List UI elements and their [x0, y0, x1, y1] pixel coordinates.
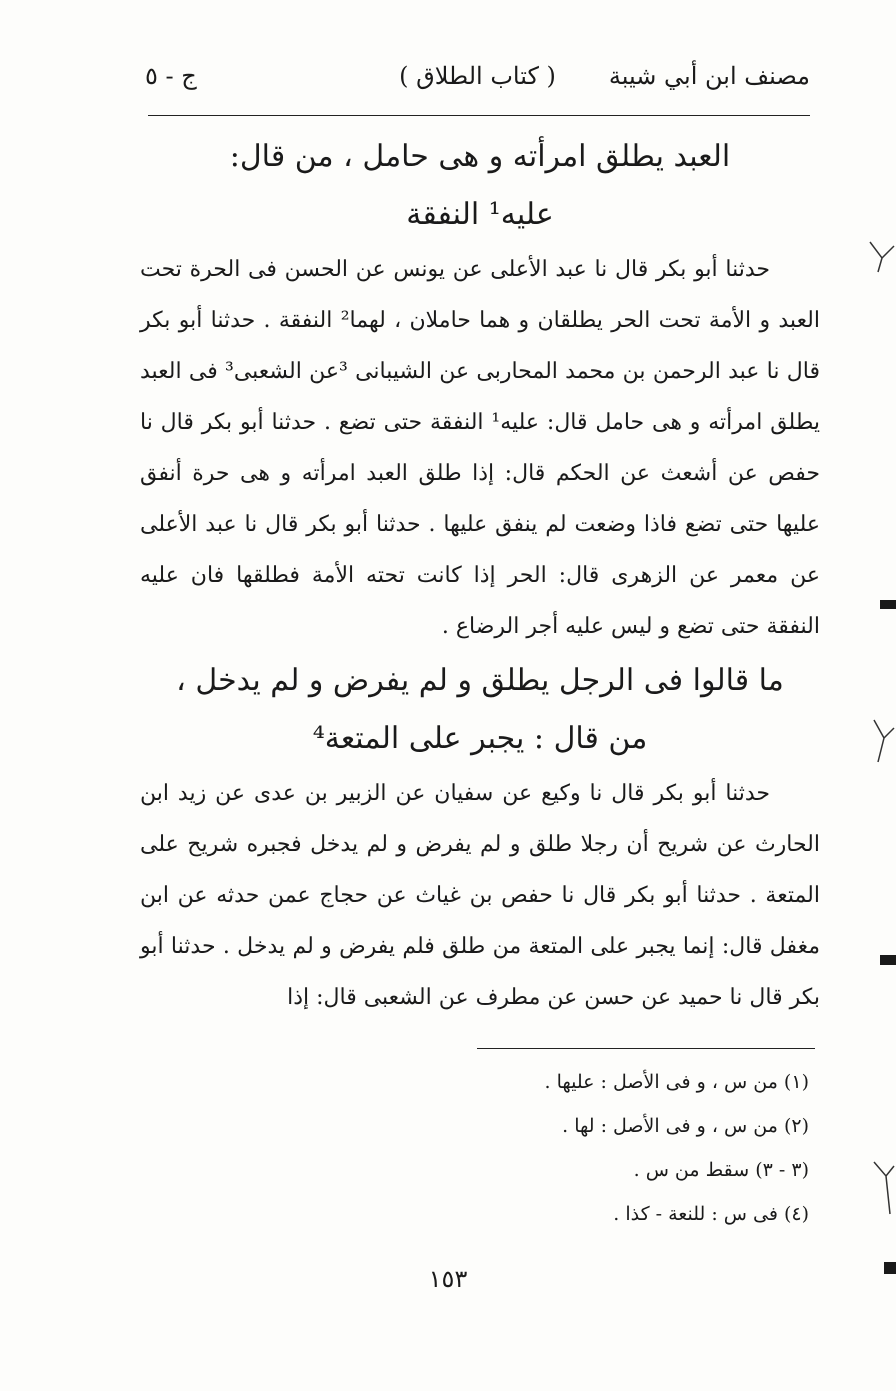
- page-number: ١٥٣: [428, 1265, 468, 1293]
- footnote: (٤) فى س : للنعة - كذا .: [613, 1203, 809, 1225]
- footnote: (٣ - ٣) سقط من س .: [633, 1159, 809, 1181]
- scan-mark: [884, 1262, 896, 1274]
- chapter-heading: ما قالوا فى الرجل يطلق و لم يفرض و لم يدخل ،: [176, 663, 784, 698]
- scan-mark: [880, 600, 896, 609]
- volume-number: ج - ٥: [145, 62, 197, 90]
- scan-artifact-icon: [868, 238, 896, 274]
- text-paragraph: حدثنا أبو بكر قال نا عبد الأعلى عن يونس عن الحسن فى الحرة تحت العبد و الأمة تحت الحر يطلقان و هما حاملان ، لهما² النفقة . حدثنا أبو بكر قال نا عبد الرحمن بن محمد المحاربى عن الشيبانى ³عن الشعبى³ فى العبد يطلق امرأته و هى حامل قال: عليه¹ النفقة حتى تضع . حدثنا أبو بكر قال نا حفص عن أشعث عن الحكم قال: إذا طلق العبد امرأته و هى حرة أنفق عليها حتى تضع فاذا وضعت لم ينفق عليها . حدثنا أبو بكر قال نا عبد الأعلى عن معمر عن الزهرى قال: الحر إذا كانت تحته الأمة فطلقها فان عليه النفقة حتى تضع و ليس عليه أجر الرضاع .: [140, 257, 820, 639]
- scan-mark: [880, 955, 896, 965]
- book-title: مصنف ابن أبي شيبة: [608, 62, 810, 90]
- text-paragraph: حدثنا أبو بكر قال نا وكيع عن سفيان عن الزبير بن عدى عن زيد ابن الحارث عن شريح أن رجلا طلق و لم يفرض و لم يدخل فجبره شريح على المتعة . حدثنا أبو بكر قال نا حفص بن غياث عن حجاج عمن حدثه عن ابن مغفل قال: إنما يجبر على المتعة من طلق فلم يفرض و لم يدخل . حدثنا أبو بكر قال نا حميد عن حسن عن مطرف عن الشعبى قال: إذا: [140, 781, 820, 1010]
- scan-artifact-icon: [870, 716, 896, 766]
- section-title: ( كتاب الطلاق ): [399, 62, 556, 90]
- running-header: [145, 62, 810, 102]
- chapter-heading: عليه¹ النفقة: [406, 197, 554, 232]
- footnote-rule: [477, 1048, 815, 1049]
- chapter-heading: من قال : يجبر على المتعة⁴: [312, 721, 648, 756]
- main-text: [140, 128, 820, 1023]
- footnote: (١) من س ، و فى الأصل : عليها .: [544, 1071, 809, 1093]
- footnote: (٢) من س ، و فى الأصل : لها .: [562, 1115, 809, 1137]
- footnotes: [300, 1060, 815, 1236]
- chapter-heading: العبد يطلق امرأته و هى حامل ، من قال:: [229, 139, 731, 174]
- scan-artifact-icon: [872, 1158, 896, 1218]
- header-rule: [148, 115, 810, 116]
